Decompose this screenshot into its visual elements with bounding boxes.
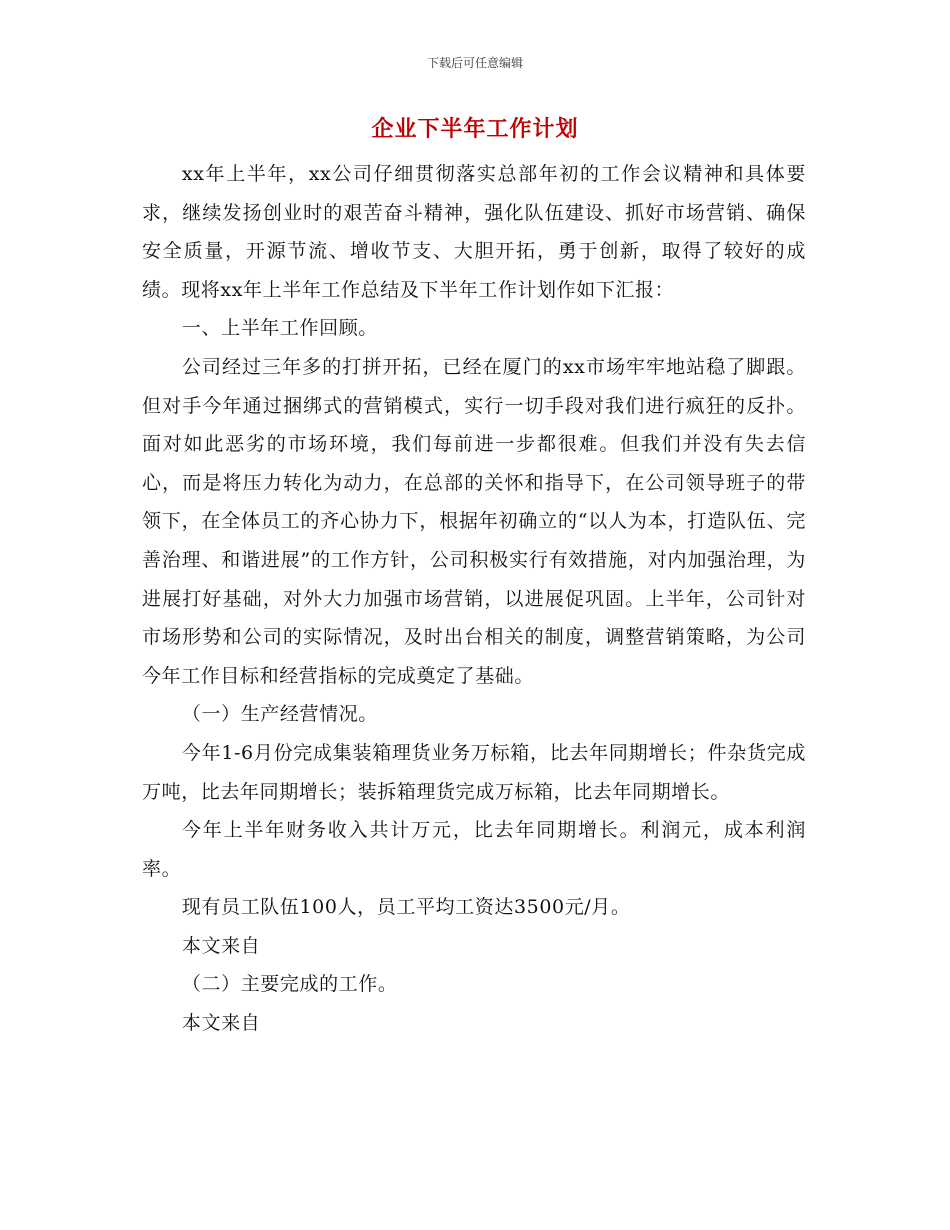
paragraph-source-1: 本文来自 bbox=[181, 934, 261, 957]
document-body bbox=[142, 155, 806, 1043]
paragraph-production: 今年1-6月份完成集装箱理货业务万标箱，比去年同期增长；件杂货完成万吨，比去年同期增长；装拆箱理货完成万标箱，比去年同期增长。 bbox=[142, 741, 806, 803]
paragraph-intro: xx年上半年，xx公司仔细贯彻落实总部年初的工作会议精神和具体要求，继续发扬创业时的艰苦奋斗精神，强化队伍建设、抓好市场营销、确保安全质量，开源节流、增收节支、大胆开拓，勇于创新，取得了较好的成绩。现将xx年上半年工作总结及下半年工作计划作如下汇报： bbox=[142, 163, 806, 301]
section-heading-review: 一、上半年工作回顾。 bbox=[181, 317, 378, 340]
paragraph-staff: 现有员工队伍100人，员工平均工资达3500元/月。 bbox=[181, 896, 631, 919]
subsection-heading-work: （二）主要完成的工作。 bbox=[181, 973, 398, 996]
document-title: 企业下半年工作计划 bbox=[371, 117, 579, 142]
paragraph-review: 公司经过三年多的打拼开拓，已经在厦门的xx市场牢牢地站稳了脚跟。但对手今年通过捆绑式的营销模式，实行一切手段对我们进行疯狂的反扑。面对如此恶劣的市场环境，我们每前进一步都很难。但我们并没有失去信心，而是将压力转化为动力，在总部的关怀和指导下，在公司领导班子的带领下，在全体员工的齐心协力下，根据年初确立的“以人为本，打造队伍、完善治理、和谐进展”的工作方针，公司积极实行有效措施，对内加强治理，为进展打好基础，对外大力加强市场营销，以进展促巩固。上半年，公司针对市场形势和公司的实际情况，及时出台相关的制度，调整营销策略，为公司今年工作目标和经营指标的完成奠定了基础。 bbox=[142, 355, 806, 687]
header-note: 下载后可任意编辑 bbox=[426, 56, 523, 70]
paragraph-source-2: 本文来自 bbox=[181, 1012, 261, 1035]
subsection-heading-production: （一）生产经营情况。 bbox=[181, 703, 378, 726]
paragraph-finance: 今年上半年财务收入共计万元，比去年同期增长。利润元，成本利润率。 bbox=[142, 819, 806, 880]
